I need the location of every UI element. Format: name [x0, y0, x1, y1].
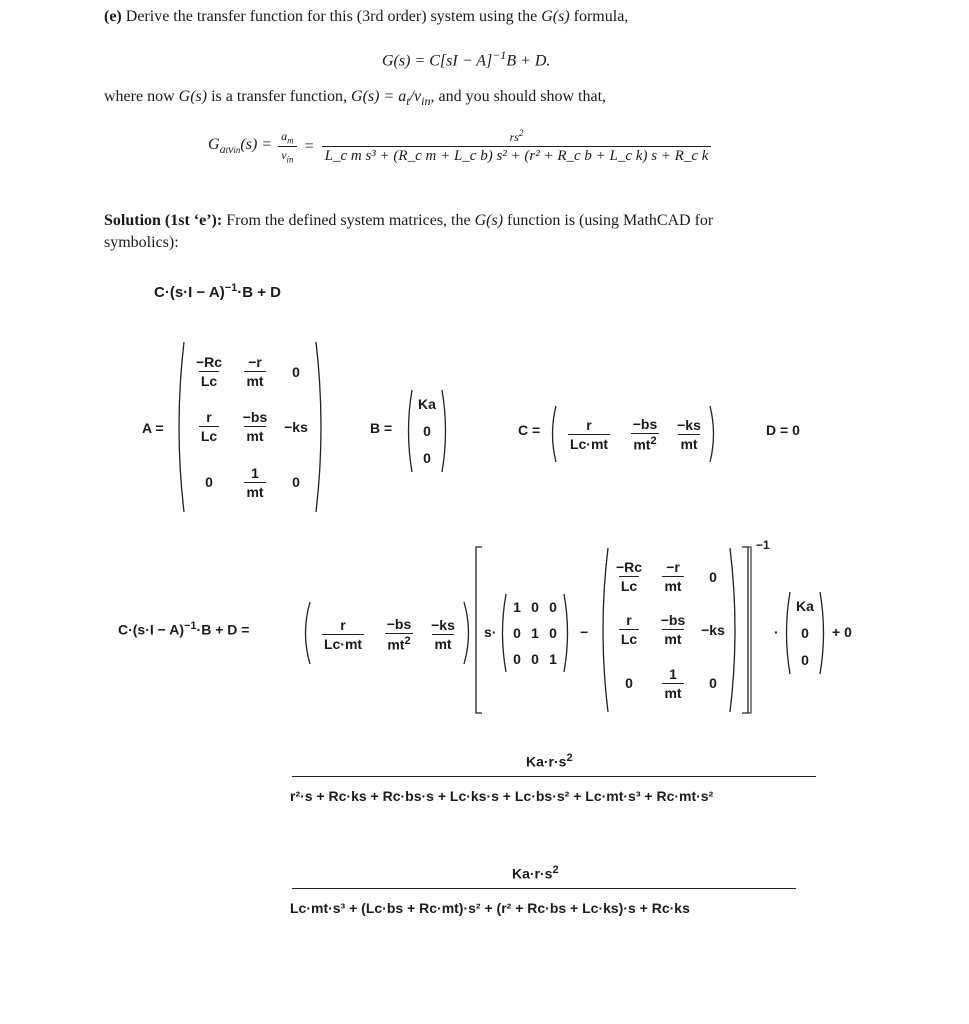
- solution-line: [104, 212, 713, 230]
- expr-c1: [322, 617, 364, 652]
- solution-label: Solution (1st ‘e’):: [104, 212, 223, 229]
- ea22: [659, 612, 688, 647]
- ea32-den: mt: [664, 684, 682, 701]
- formula-gs-main: G(s) = C[sI − A]: [382, 52, 493, 70]
- ea11-num: −Rc: [615, 559, 643, 576]
- expr-c1-num: r: [340, 616, 346, 633]
- matrix-c-right-paren: [708, 404, 718, 464]
- b3: 0: [423, 450, 431, 467]
- i23: 0: [549, 625, 557, 641]
- expr-inverse-sup: −1: [756, 538, 770, 552]
- expr-label-tail: ·B + D =: [196, 621, 250, 638]
- ea12-den: mt: [664, 578, 682, 595]
- ft-lhs-sub4: in: [233, 145, 241, 156]
- mathcad-heading-tail: ·B + D: [237, 284, 282, 301]
- matrix-a: [186, 344, 314, 510]
- a21: [199, 409, 219, 444]
- solution-line-2: symbolics):: [104, 234, 179, 251]
- matrix-b-left-paren: [404, 388, 414, 474]
- ea21-den: Lc: [620, 631, 638, 648]
- formula-transfer: [208, 128, 711, 165]
- expr-b-left-paren: [782, 590, 792, 676]
- expr-big-right-bracket: [740, 546, 754, 714]
- c2-den-sup: 2: [650, 434, 657, 447]
- a11-den: Lc: [200, 373, 218, 390]
- a22: [241, 409, 270, 444]
- expr-b-right-paren: [818, 590, 828, 676]
- expr-c2: [385, 616, 414, 653]
- c3-den: mt: [680, 435, 698, 452]
- ea32: [662, 666, 683, 701]
- c3-num: −ks: [677, 416, 701, 433]
- formula-gs: [382, 48, 550, 70]
- ft-lhs-sub3: v: [228, 142, 234, 157]
- ea21-num: r: [626, 612, 632, 629]
- where-line: [104, 88, 606, 109]
- matrix-b-label: B =: [370, 420, 393, 436]
- result-2-fraction-bar: [292, 888, 796, 889]
- intro-gs: G(s): [541, 8, 570, 25]
- eb3: 0: [801, 652, 809, 669]
- ft-f1-num-sub: m: [287, 135, 294, 145]
- a12: [244, 354, 265, 389]
- where-text-1: where now: [104, 88, 175, 105]
- expr-c-right-paren: [462, 600, 474, 666]
- matrix-c-left-paren: [548, 404, 558, 464]
- matrix-b-right-paren: [440, 388, 450, 474]
- where-text-3: , and you should show that,: [430, 88, 607, 105]
- eb1: Ka: [796, 597, 814, 614]
- matrix-c-label: C =: [518, 422, 541, 438]
- ea21: [619, 612, 639, 647]
- expr-c2-num: −bs: [386, 615, 412, 632]
- result-1-numerator: [526, 752, 573, 770]
- expr-c-left-paren: [300, 600, 312, 666]
- i11: 1: [513, 599, 521, 615]
- intro-line: [104, 8, 628, 26]
- expr-b-matrix: [792, 592, 818, 674]
- ft-f1-den-sub: in: [286, 154, 294, 165]
- i33: 1: [549, 651, 557, 667]
- solution-gs: G(s): [474, 212, 504, 229]
- expr-label-main: C·(s·I − A): [118, 621, 184, 638]
- intro-text-1: Derive the transfer function for this (3rd order) system using the: [125, 8, 538, 25]
- matrix-a-left-paren: [172, 340, 186, 514]
- where-gs: G(s): [178, 88, 208, 105]
- expr-c: [312, 606, 462, 662]
- a23: −ks: [284, 418, 308, 435]
- b2: 0: [423, 422, 431, 439]
- c1-den: Lc·mt: [569, 435, 609, 452]
- result-1-denominator: r²·s + Rc·ks + Rc·bs·s + Lc·ks·s + Lc·bs·s² + Lc·mt·s³ + Rc·mt·s²: [290, 788, 714, 804]
- ea22-num: −bs: [660, 612, 686, 629]
- result-2-num-sup: 2: [552, 864, 559, 876]
- expr-label-sup: −1: [183, 620, 197, 632]
- ea11: [614, 559, 644, 594]
- where-expr-mid: /v: [409, 88, 422, 105]
- c1: [568, 417, 610, 452]
- c1-num: r: [586, 416, 592, 433]
- ft-lhs-g: G: [208, 135, 220, 153]
- c2: [631, 416, 660, 453]
- solution-text-1: From the defined system matrices, the: [226, 212, 471, 229]
- ft-frac-1: [278, 129, 297, 165]
- a11: [194, 354, 224, 389]
- expr-plus-zero: + 0: [832, 624, 852, 640]
- result-2-numerator: [512, 864, 559, 882]
- expr-minus: −: [580, 624, 589, 640]
- a22-den: mt: [246, 428, 264, 445]
- i31: 0: [513, 651, 521, 667]
- a21-den: Lc: [200, 428, 218, 445]
- expr-label: [118, 620, 249, 638]
- a32: [244, 465, 265, 500]
- ea23: −ks: [701, 621, 725, 638]
- expr-c1-den: Lc·mt: [323, 635, 363, 652]
- ft-f2-den: L_c m s³ + (R_c m + L_c b) s² + (r² + R_c b + L_c k) s + R_c k: [322, 146, 712, 165]
- matrix-c: [558, 406, 708, 462]
- a13: 0: [292, 363, 300, 380]
- a33: 0: [292, 474, 300, 491]
- ea12-num: −r: [666, 559, 680, 576]
- ea31: 0: [625, 675, 633, 692]
- result-1-num-sup: 2: [566, 752, 573, 764]
- where-expr-a: G(s) = a: [351, 88, 407, 105]
- i32: 0: [531, 651, 539, 667]
- c2-den-mt: mt: [633, 436, 651, 453]
- matrix-b: [414, 390, 440, 472]
- c2-num: −bs: [632, 415, 658, 432]
- identity-right-paren: [562, 592, 572, 674]
- solution-text-2: function is (using MathCAD for: [507, 212, 714, 229]
- ft-f2-num-sup: 2: [518, 128, 524, 138]
- ea33: 0: [709, 675, 717, 692]
- ft-frac-2: [322, 128, 712, 165]
- ea32-num: 1: [669, 665, 677, 682]
- c2-den: [631, 433, 658, 453]
- expr-dot-b: ·: [774, 624, 779, 640]
- mathcad-heading-main: C·(s·I − A): [154, 284, 225, 301]
- result-1-fraction-bar: [292, 776, 816, 777]
- i22: 1: [531, 625, 539, 641]
- mathcad-heading-sup: −1: [224, 282, 238, 294]
- ft-f1-den: v: [281, 148, 287, 162]
- part-label: (e): [104, 8, 122, 25]
- expr-c3-num: −ks: [431, 616, 455, 633]
- result-2-num-main: Ka·r·s: [512, 865, 553, 882]
- expr-c3: [429, 617, 457, 652]
- ft-f2-num: rs: [509, 130, 519, 144]
- expr-a-right-paren: [728, 546, 742, 714]
- expr-c2-den-sup: 2: [404, 634, 411, 647]
- a12-den: mt: [246, 373, 264, 390]
- expr-a-matrix: [608, 550, 730, 710]
- intro-text-2: formula,: [573, 8, 629, 25]
- i13: 0: [549, 599, 557, 615]
- expr-s-dot: s·: [484, 624, 497, 640]
- identity-matrix: [508, 594, 562, 672]
- ft-lhs-sub: a: [219, 142, 226, 157]
- ft-lhs: [208, 136, 272, 157]
- ea22-den: mt: [664, 631, 682, 648]
- matrix-a-right-paren: [314, 340, 328, 514]
- matrix-d: D = 0: [766, 422, 800, 438]
- eb2: 0: [801, 624, 809, 641]
- where-expr: [351, 88, 431, 109]
- a11-num: −Rc: [195, 354, 223, 371]
- result-1-num-main: Ka·r·s: [526, 753, 567, 770]
- mathcad-heading: [154, 282, 281, 301]
- ea11-den: Lc: [620, 578, 638, 595]
- a21-num: r: [206, 409, 212, 426]
- c3: [675, 417, 703, 452]
- a12-num: −r: [248, 354, 262, 371]
- a22-num: −bs: [242, 409, 268, 426]
- a31: 0: [205, 474, 213, 491]
- ft-lhs-arg: (s) =: [240, 135, 273, 153]
- result-2-denominator: Lc·mt·s³ + (Lc·bs + Rc·mt)·s² + (r² + Rc·bs + Lc·ks)·s + Rc·ks: [290, 900, 690, 916]
- expr-c2-den-mt: mt: [387, 636, 405, 653]
- a32-num: 1: [251, 464, 259, 481]
- expr-c3-den: mt: [434, 635, 452, 652]
- formula-gs-tail: B + D.: [506, 52, 551, 70]
- ea12: [662, 559, 683, 594]
- i21: 0: [513, 625, 521, 641]
- a32-den: mt: [246, 483, 264, 500]
- ft-lhs-sub2: t: [225, 145, 229, 156]
- where-expr-sub2: in: [421, 94, 431, 109]
- ea13: 0: [709, 568, 717, 585]
- ft-eq: =: [304, 137, 314, 155]
- expr-c2-den: [385, 633, 412, 653]
- i12: 0: [531, 599, 539, 615]
- b1: Ka: [418, 395, 436, 412]
- expr-big-left-bracket: [474, 546, 484, 714]
- where-text-2: is a transfer function,: [211, 88, 348, 105]
- identity-left-paren: [498, 592, 508, 674]
- ft-f1-num: a: [281, 128, 288, 143]
- matrix-a-label: A =: [142, 420, 164, 436]
- where-expr-sub1: t: [406, 94, 410, 109]
- formula-gs-sup: −1: [492, 48, 507, 62]
